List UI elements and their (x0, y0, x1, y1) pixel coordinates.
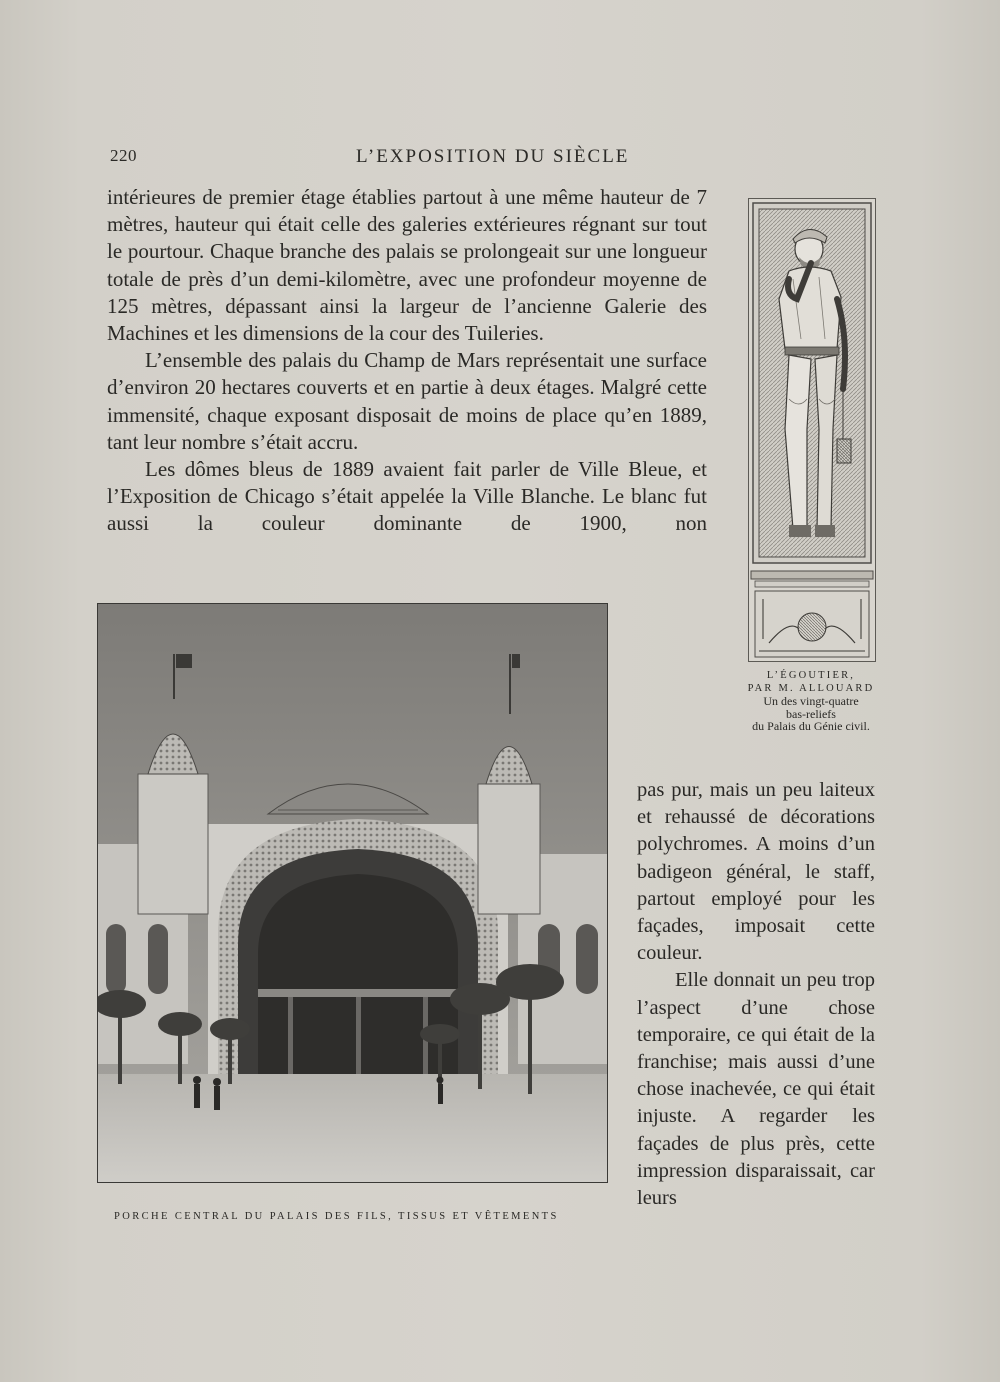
main-text-right (637, 777, 875, 1212)
paragraph: Elle donnait un peu trop l’aspect d’une chose temporaire, ce qui était de la franchise; mais aussi d’une chose inachevée, ce qui était injuste. A regarder les façades de plus près, cette impression disparaissait, car leurs (637, 969, 875, 1210)
porch-photograph (97, 603, 608, 1183)
sewer-worker-figure (749, 199, 875, 661)
photo-caption: PORCHE CENTRAL DU PALAIS DES FILS, TISSUS ET VÊTEMENTS (114, 1211, 559, 1222)
relief-caption-author: PAR M. ALLOUARD (747, 682, 875, 694)
bas-relief-illustration (748, 198, 876, 662)
main-text-top (107, 184, 707, 538)
palace-porch-image (98, 604, 607, 1182)
paragraph: L’ensemble des palais du Champ de Mars représentait une surface d’environ 20 hectares couverts et en partie à deux étages. Malgré cette immensité, chaque exposant disposait de moins de place qu’en 1889, tant leur nombre s’était accru. (107, 348, 707, 454)
relief-caption-line: bas-reliefs (786, 706, 836, 721)
relief-caption-line: Un des vingt-quatre (763, 694, 859, 708)
relief-caption (720, 670, 902, 733)
relief-caption-title: L’ÉGOUTIER, (766, 670, 856, 681)
paragraph: pas pur, mais un peu laiteux et rehaussé de décorations polychromes. A moins d’un badigeon général, le staff, partout employé pour les façades, imposait cette couleur. (637, 779, 875, 965)
relief-caption-line: du Palais du Génie civil. (752, 719, 870, 733)
paragraph: intérieures de premier étage établies partout à une même hauteur de 7 mètres, hauteur qui était celle des galeries extérieures régnant sur tout le pourtour. Chaque branche des palais se prolongeait sur une longueur totale de près d’un demi-kilomètre, avec une profondeur moyenne de 125 mètres, dépassant ainsi la largeur de l’ancienne Galerie des Machines et les dimensions de la cour des Tuileries. (107, 185, 707, 346)
paragraph: Les dômes bleus de 1889 avaient fait parler de Ville Bleue, et l’Exposition de Chicago s’était appelée la Ville Blanche. Le blanc fut aussi la couleur dominante de 1900, non (107, 457, 707, 536)
running-title: L’EXPOSITION DU SIÈCLE (356, 146, 630, 167)
page-number: 220 (110, 146, 137, 165)
